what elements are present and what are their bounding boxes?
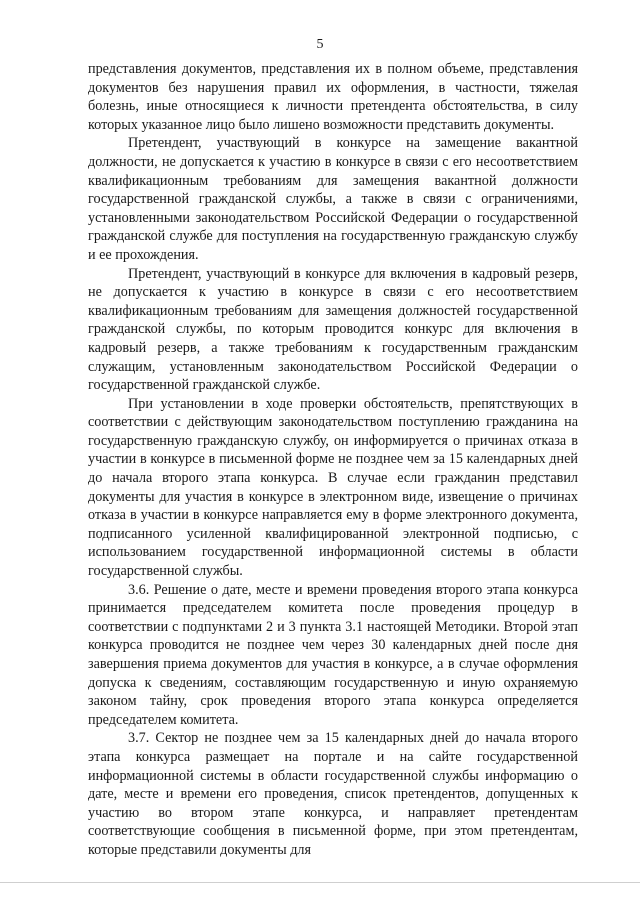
paragraph-vacancy-admission: Претендент, участвующий в конкурсе на замещение вакантной должности, не допускается к участию в конкурсе в связи с его несоответствием квалификационным требованиям для замещения вакантной должности государственной гражданской службы, а также в связи с ограничениями, установленными законодательством Российской Федерации о государственной гражданской службе для поступления на государственную гражданскую службу и ее прохождения. bbox=[88, 135, 578, 263]
paragraph-section-3-7: 3.7. Сектор не позднее чем за 15 календарных дней до начала второго этапа конкурса размещает на портале и на сайте государственной информационной системы в области государственной службы информацию о дате, месте и времени его проведения, список претендентов, допущенных к участию во втором этапе конкурса, и направляет претендентам соответствующие сообщения в письменной форме, при этом претендентам, которые представили документы для bbox=[88, 730, 578, 858]
paragraph-refusal-notice: При установлении в ходе проверки обстоятельств, препятствующих в соответствии с действующим законодательством поступлению гражданина на государственную гражданскую службу, он информируется о причинах отказа в участии в конкурсе в письменной форме не позднее чем за 15 календарных дней до начала второго этапа конкурса. В случае если гражданин представил документы для участия в конкурсе в электронном виде, извещение о причинах отказа в участии в конкурсе направляется ему в форме электронного документа, подписанного усиленной квалифицированной электронной подписью, с использованием государственной информационной системы в области государственной службы. bbox=[88, 395, 578, 580]
paragraph-reserve-admission: Претендент, участвующий в конкурсе для включения в кадровый резерв, не допускается к участию в конкурсе в связи с его несоответствием квалификационным требованиям для замещения должностей государственной гражданской службы, по которым проводится конкурс для включения в кадровый резерв, а также требованиям к государственным гражданским служащим, установленным законодательством Российской Федерации о государственной гражданской службе. bbox=[88, 265, 578, 394]
page-number: 5 bbox=[316, 37, 324, 52]
paragraph-continuation: представления документов, представления их в полном объеме, представления документов без нарушения правил их оформления, в частности, тяжелая болезнь, иные относящиеся к личности претендента обстоятельства, в силу которых указанное лицо было лишено возможности представить документы. bbox=[88, 61, 578, 133]
paragraph-section-3-6: 3.6. Решение о дате, месте и времени проведения второго этапа конкурса принимается председателем комитета после проведения процедур в соответствии с подпунктами 2 и 3 пункта 3.1 настоящей Методики. Второй этап конкурса проводится не позднее чем через 30 календарных дней после дня завершения приема документов для участия в конкурсе, а в случае оформления допуска к сведениям, составляющим государственную и иную охраняемую законом тайну, срок проведения второго этапа конкурса определяется председателем комитета. bbox=[88, 581, 578, 728]
document-body bbox=[88, 60, 578, 860]
scan-bottom-edge bbox=[0, 882, 640, 883]
